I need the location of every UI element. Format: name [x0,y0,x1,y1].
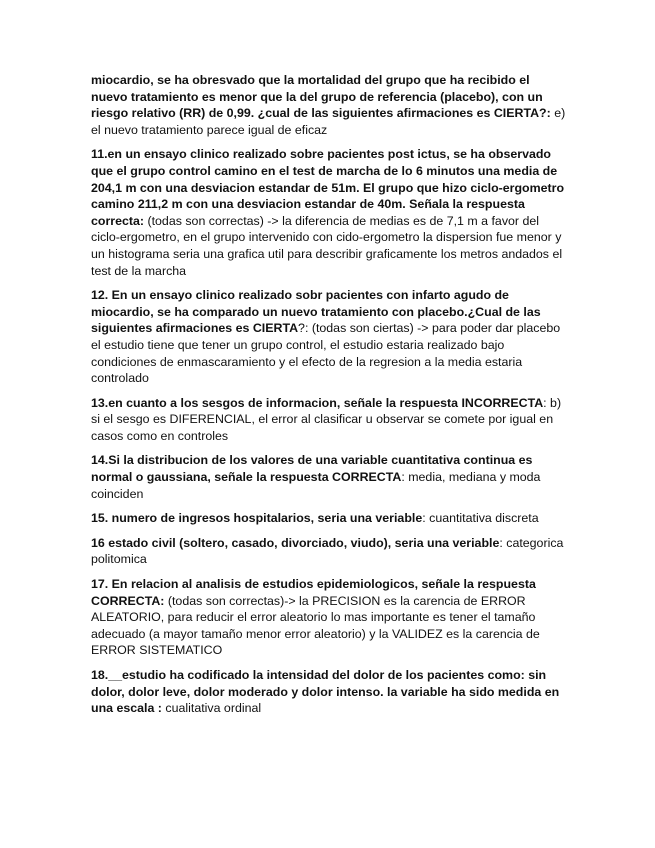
paragraph-question-18 [91,667,569,717]
paragraph-answer: : b) si el sesgo es DIFERENCIAL, el error al clasificar u observar se comete por igual en casos como en controles [91,395,562,443]
document-page [91,72,569,725]
paragraph-question: 13.en cuanto a los sesgos de informacion, señale la respuesta INCORRECTA [91,395,544,410]
paragraph-answer: ?: (todas son ciertas) -> para poder dar placebo el estudio tiene que tener un grupo control, el estudio estaria realizado bajo condiciones de enmascaramiento y el efecto de la regresion a la media estaria controlado [91,321,561,386]
paragraph-answer: (todas son correctas) -> la diferencia de medias es de 7,1 m a favor del ciclo-ergometro, en el grupo intervenido con cido-ergometro la dispersion fue menor y un histograma seria una grafica util para describir graficamente los metros andados el test de la marcha [91,213,563,278]
paragraph-question: 17. En relacion al analisis de estudios epidemiologicos, señale la respuesta CORRECTA: [91,577,536,608]
paragraph-question: 16 estado civil (soltero, casado, divorciado, viudo), seria una veriable [91,535,500,550]
paragraph-miocardio-mortalidad [91,72,569,138]
paragraph-question: 12. En un ensayo clinico realizado sobr pacientes con infarto agudo de miocardio, se ha comparado un nuevo tratamiento con placebo.¿Cual de las siguientes afirmaciones es CIERTA [91,288,541,336]
paragraph-question: miocardio, se ha obresvado que la mortalidad del grupo que ha recibido el nuevo tratamiento es menor que la del grupo de referencia (placebo), con un riesgo relativo (RR) de 0,99. ¿cual de las siguientes afirmaciones es CIERTA?: [91,73,551,121]
paragraph-answer: : categorica politomica [91,535,564,567]
paragraph-question: 15. numero de ingresos hospitalarios, seria una veriable [91,511,423,526]
paragraph-question-16 [91,535,569,568]
paragraph-answer: : cuantitativa discreta [422,511,539,526]
paragraph-question: 14.Si la distribucion de los valores de una variable cuantitativa continua es normal o gaussiana, señale la respuesta CORRECTA [91,453,533,485]
paragraph-question-15 [91,510,569,527]
paragraph-answer: : media, mediana y moda coinciden [91,470,541,501]
paragraph-question: 11.en un ensayo clinico realizado sobre pacientes post ictus, se ha observado que el grupo control camino en el test de marcha de lo 6 minutos una media de 204,1 m con una desviacion estandar de 51m. El grupo que hizo ciclo-ergometro camino 211,2 m con una desviacion estandar de 40m. Señala la respuesta correcta: [91,147,565,228]
paragraph-question-17 [91,576,569,659]
paragraph-question-12 [91,287,569,387]
paragraph-question-13 [91,395,569,445]
paragraph-question: 18.__estudio ha codificado la intensidad del dolor de los pacientes como: sin dolor, dolor leve, dolor moderado y dolor intenso. la variable ha sido medida en una escala : [91,668,560,716]
paragraph-answer: cualitativa ordinal [161,701,262,716]
paragraph-answer: e) el nuevo tratamiento parece igual de eficaz [91,106,566,137]
paragraph-answer: (todas son correctas)-> la PRECISION es la carencia de ERROR ALEATORIO, para reducir el error aleatorio lo mas importante es tener el tamaño adecuado (a mayor tamaño menor error aleatorio) y la VALIDEZ es la carencia de ERROR SISTEMATICO [91,593,540,658]
paragraph-question-11 [91,146,569,279]
paragraph-question-14 [91,452,569,502]
